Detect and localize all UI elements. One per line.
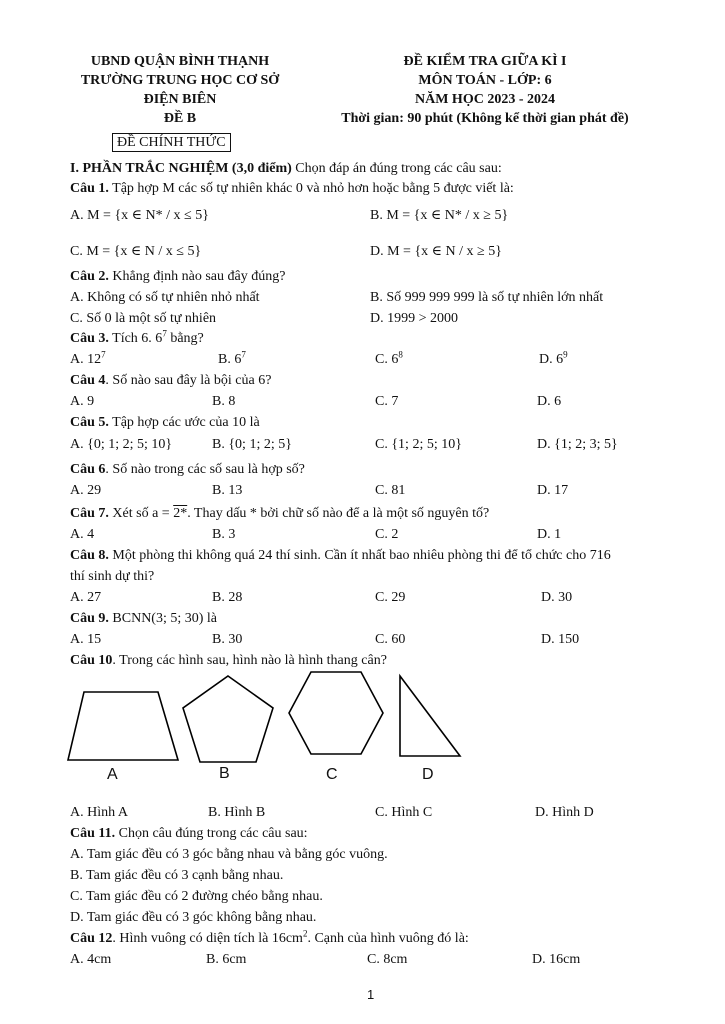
- q1-option-c: C. M = {x ∈ N / x ≤ 5}: [70, 244, 202, 259]
- question-text: Tích 6. 6: [108, 331, 163, 346]
- q8-option-c: C. 29: [375, 590, 406, 605]
- question-text-end: . Cạnh của hình vuông đó là:: [307, 931, 469, 946]
- question-5: [70, 414, 260, 431]
- shape-label-c: C: [326, 766, 338, 783]
- q9-option-b: B. 30: [212, 632, 243, 647]
- q5-option-a: A. {0; 1; 2; 5; 10}: [70, 437, 173, 452]
- exam-subject: MÔN TOÁN - LỚP: 6: [418, 73, 552, 88]
- q2-option-c: C. Số 0 là một số tự nhiên: [70, 311, 217, 326]
- question-4: [70, 372, 271, 389]
- question-text: BCNN(3; 5; 30) là: [108, 611, 218, 626]
- question-2: [70, 268, 285, 285]
- question-label: Câu 11.: [70, 826, 116, 841]
- exam-duration: Thời gian: 90 phút (Không kể thời gian phát đề): [341, 111, 629, 126]
- shape-label-b: B: [219, 765, 230, 782]
- shape-d-triangle: [396, 672, 466, 762]
- q7-option-c: C. 2: [375, 527, 399, 542]
- q2-option-d: D. 1999 > 2000: [370, 311, 459, 326]
- q10-option-a: A. Hình A: [70, 805, 128, 820]
- q7-option-b: B. 3: [212, 527, 236, 542]
- q10-option-b: B. Hình B: [208, 805, 266, 820]
- exponent: 2: [302, 928, 308, 939]
- q11-option-c: C. Tam giác đều có 2 đường chéo bằng nhau.: [70, 889, 323, 904]
- q12-option-a: A. 4cm: [70, 952, 112, 967]
- q1-option-a: A. M = {x ∈ N* / x ≤ 5}: [70, 208, 209, 223]
- exam-title: ĐỀ KIỂM TRA GIỮA KÌ I: [403, 54, 567, 69]
- question-8: [70, 547, 611, 564]
- exponent: 7: [162, 328, 167, 339]
- q4-option-c: C. 7: [375, 394, 399, 409]
- question-11: [70, 825, 308, 842]
- q5-option-c: C. {1; 2; 5; 10}: [375, 437, 462, 452]
- question-8-cont: thí sinh dự thi?: [70, 569, 155, 584]
- shape-label-d: D: [422, 766, 434, 783]
- q1-option-d: D. M = {x ∈ N / x ≥ 5}: [370, 244, 502, 259]
- q6-option-b: B. 13: [212, 483, 243, 498]
- q4-option-a: A. 9: [70, 394, 95, 409]
- shape-label-a: A: [107, 766, 118, 783]
- question-label: Câu 4: [70, 373, 106, 388]
- question-text: Tập hợp các ước của 10 là: [108, 415, 260, 430]
- q2-option-a: A. Không có số tự nhiên nhỏ nhất: [70, 290, 260, 305]
- q4-option-d: D. 6: [537, 394, 562, 409]
- question-12: [70, 930, 469, 947]
- section-title: I. PHẦN TRẮC NGHIỆM (3,0 điểm): [70, 161, 292, 176]
- question-7: [70, 505, 489, 522]
- q10-option-c: C. Hình C: [375, 805, 433, 820]
- question-label: Câu 8.: [70, 548, 109, 563]
- school-district: UBND QUẬN BÌNH THẠNH: [90, 54, 270, 69]
- question-text: Một phòng thi không quá 24 thí sinh. Cần ít nhất bao nhiêu phòng thi để tổ chức cho 716: [108, 548, 611, 563]
- question-label: Câu 7.: [70, 506, 109, 521]
- section-heading: [70, 160, 502, 177]
- shape-a-trapezoid: [64, 684, 184, 766]
- question-text: . Trong các hình sau, hình nào là hình thang cân?: [112, 653, 387, 668]
- q3-option-a: A. $12^7$: [70, 349, 106, 367]
- official-stamp: ĐỀ CHÍNH THỨC: [112, 133, 231, 152]
- question-label: Câu 3.: [70, 331, 109, 346]
- q3-option-d: D. $6^9$: [539, 349, 568, 367]
- exam-code: ĐỀ B: [163, 111, 197, 126]
- q9-option-c: C. 60: [375, 632, 406, 647]
- section-instruction: Chọn đáp án đúng trong các câu sau:: [291, 161, 502, 176]
- question-label: Câu 1.: [70, 181, 109, 196]
- q11-option-d: D. Tam giác đều có 3 góc không bằng nhau.: [70, 910, 317, 925]
- question-text: . Số nào trong các số sau là hợp số?: [105, 462, 305, 477]
- question-text: Khẳng định nào sau đây đúng?: [108, 269, 286, 284]
- question-label: Câu 9.: [70, 611, 109, 626]
- question-text-end: . Thay dấu * bởi chữ số nào để a là một số nguyên tố?: [187, 506, 490, 521]
- q10-option-d: D. Hình D: [535, 805, 594, 820]
- question-text: . Số nào sau đây là bội của 6?: [105, 373, 272, 388]
- q12-option-d: D. 16cm: [532, 952, 581, 967]
- overlined-number: 2*: [173, 506, 188, 521]
- school-name: TRƯỜNG TRUNG HỌC CƠ SỞ: [80, 73, 280, 88]
- question-text: . Hình vuông có diện tích là 16cm: [112, 931, 303, 946]
- q9-option-a: A. 15: [70, 632, 102, 647]
- q12-option-c: C. 8cm: [367, 952, 408, 967]
- q7-option-a: A. 4: [70, 527, 95, 542]
- q2-option-b: B. Số 999 999 999 là số tự nhiên lớn nhất: [370, 290, 604, 305]
- q12-option-b: B. 6cm: [206, 952, 247, 967]
- page-number: 1: [367, 987, 375, 1002]
- question-text: Xét số a =: [108, 506, 174, 521]
- q9-option-d: D. 150: [541, 632, 580, 647]
- q3-option-b: B. $6^7$: [218, 349, 246, 367]
- question-label: Câu 2.: [70, 269, 109, 284]
- question-1: [70, 180, 514, 197]
- q5-option-b: B. {0; 1; 2; 5}: [212, 437, 292, 452]
- question-10: [70, 652, 387, 669]
- q4-option-b: B. 8: [212, 394, 236, 409]
- question-text-end: bằng?: [166, 331, 204, 346]
- q6-option-a: A. 29: [70, 483, 102, 498]
- q6-option-c: C. 81: [375, 483, 406, 498]
- shape-c-hexagon: [286, 668, 386, 758]
- q8-option-a: A. 27: [70, 590, 102, 605]
- question-3: [70, 330, 204, 347]
- q3-option-c: C. $6^8$: [375, 349, 403, 367]
- q7-option-d: D. 1: [537, 527, 562, 542]
- question-text: Tập hợp M các số tự nhiên khác 0 và nhỏ hơn hoặc bằng 5 được viết là:: [108, 181, 514, 196]
- q6-option-d: D. 17: [537, 483, 569, 498]
- q8-option-b: B. 28: [212, 590, 243, 605]
- q1-option-b: B. M = {x ∈ N* / x ≥ 5}: [370, 208, 509, 223]
- question-6: [70, 461, 305, 478]
- question-label: Câu 5.: [70, 415, 109, 430]
- school-name-2: ĐIỆN BIÊN: [143, 92, 217, 107]
- question-label: Câu 10: [70, 653, 113, 668]
- q11-option-a: A. Tam giác đều có 3 góc bằng nhau và bằng góc vuông.: [70, 847, 388, 862]
- shape-b-pentagon: [178, 672, 278, 768]
- exam-year: NĂM HỌC 2023 - 2024: [415, 92, 555, 107]
- question-label: Câu 12: [70, 931, 113, 946]
- question-text: Chọn câu đúng trong các câu sau:: [115, 826, 308, 841]
- q5-option-d: D. {1; 2; 3; 5}: [537, 437, 618, 452]
- question-9: [70, 610, 217, 627]
- q11-option-b: B. Tam giác đều có 3 cạnh bằng nhau.: [70, 868, 284, 883]
- q8-option-d: D. 30: [541, 590, 573, 605]
- question-label: Câu 6: [70, 462, 106, 477]
